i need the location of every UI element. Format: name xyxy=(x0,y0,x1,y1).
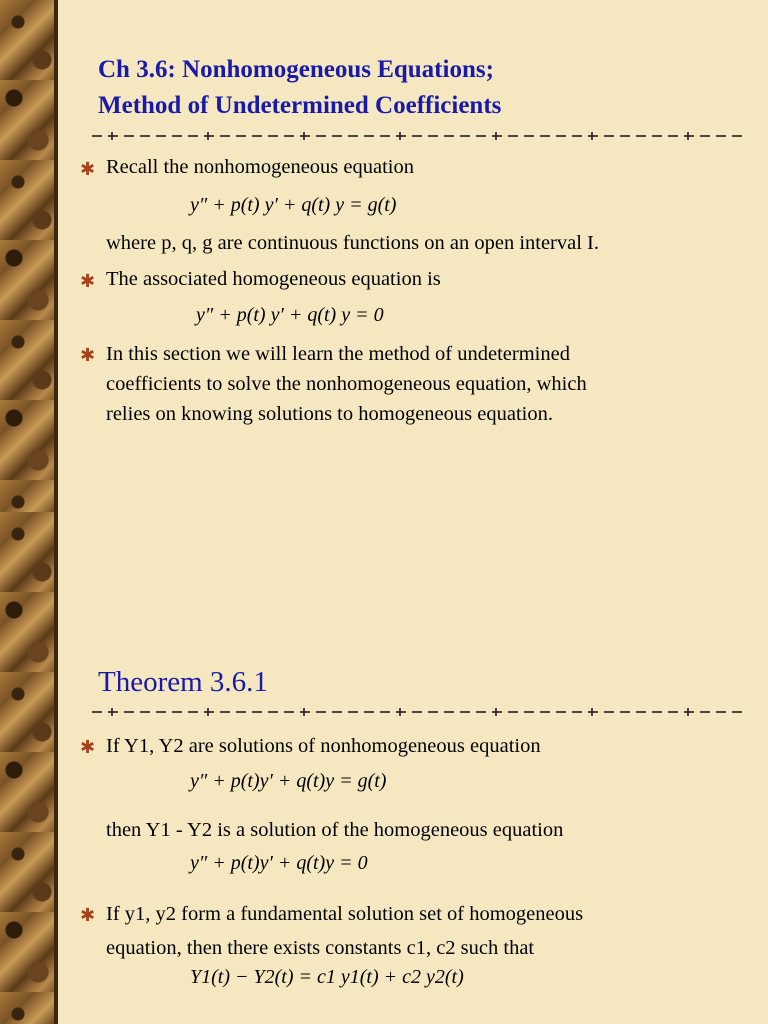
equation-nonhomogeneous: y″ + p(t) y′ + q(t) y = g(t) xyxy=(190,194,397,216)
equation-nonhomogeneous: y″ + p(t)y′ + q(t)y = g(t) xyxy=(190,770,387,792)
slide-2 xyxy=(0,512,768,1024)
bullet-text-2: The associated homogeneous equation is xyxy=(106,268,441,290)
decorative-strip xyxy=(0,512,58,1024)
bullet-text-3-line2: coefficients to solve the nonhomogeneous equation, which xyxy=(106,373,587,395)
title-divider xyxy=(92,132,742,140)
bullet-text-2-line1: If y1, y2 form a fundamental solution set of homogeneous xyxy=(106,903,584,925)
where-text: where p, q, g are continuous functions on an open interval I. xyxy=(106,232,600,254)
star-bullet-icon: ✱ xyxy=(80,271,96,291)
slide-title-line1: Ch 3.6: Nonhomogeneous Equations; xyxy=(98,56,494,83)
bullet-text-1: Recall the nonhomogeneous equation xyxy=(106,156,414,178)
star-bullet-icon: ✱ xyxy=(80,737,96,757)
equation-homogeneous: y″ + p(t) y′ + q(t) y = 0 xyxy=(196,304,384,326)
title-divider xyxy=(92,708,742,716)
bullet-text-2-line2: equation, then there exists constants c1, c2 such that xyxy=(106,937,535,959)
equation-homogeneous: y″ + p(t)y′ + q(t)y = 0 xyxy=(190,852,368,874)
theorem-title: Theorem 3.6.1 xyxy=(98,666,268,698)
bullet-text-1: If Y1, Y2 are solutions of nonhomogeneous equation xyxy=(106,735,541,757)
bullet-text-3-line1: In this section we will learn the method of undetermined xyxy=(106,343,570,365)
equation-difference: Y1(t) − Y2(t) = c1 y1(t) + c2 y2(t) xyxy=(190,966,464,988)
star-bullet-icon: ✱ xyxy=(80,159,96,179)
bullet-text-3-line3: relies on knowing solutions to homogeneous equation. xyxy=(106,403,553,425)
slide-title-line2: Method of Undetermined Coefficients xyxy=(98,92,502,119)
star-bullet-icon: ✱ xyxy=(80,905,96,925)
then-text: then Y1 - Y2 is a solution of the homogeneous equation xyxy=(106,819,564,841)
star-bullet-icon: ✱ xyxy=(80,345,96,365)
decorative-strip xyxy=(0,0,58,512)
